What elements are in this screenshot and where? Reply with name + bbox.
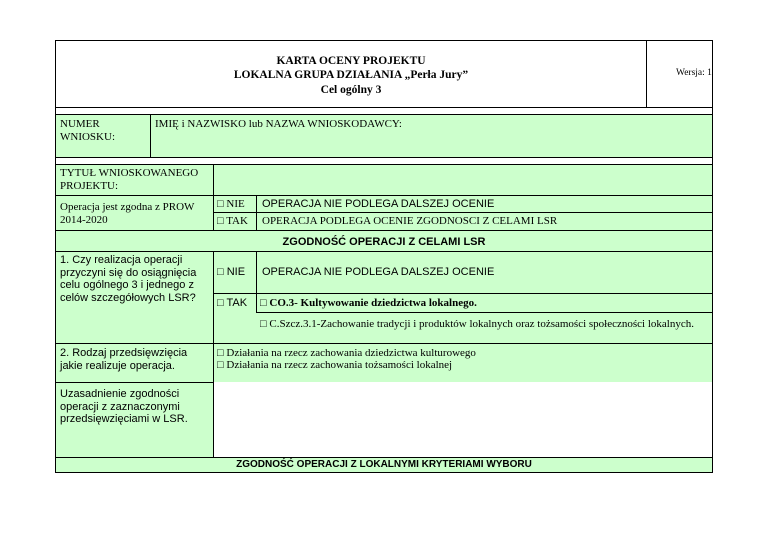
section-heading-criteria-text: ZGODNOŚĆ OPERACJI Z LOKALNYMI KRYTERIAMI WYBORU — [236, 459, 532, 470]
title-line-3: Cel ogólny 3 — [320, 83, 382, 96]
document-title — [56, 54, 646, 97]
question1-divider-2 — [256, 251, 257, 312]
prow-yes-text: OPERACJA PODLEGA OCENIE ZGODNOSCI Z CELAMI LSR — [262, 215, 558, 227]
question1-hline-2 — [256, 312, 713, 313]
title-line-1: KARTA OCENY PROJEKTU — [276, 55, 426, 67]
justification-label: Uzasadnienie zgodności operacji z zaznaczonymi przedsięwzięciami w LSR. — [60, 388, 188, 426]
question1-label: 1. Czy realizacja operacji przyczyni się do osiągnięcia celu ogólnego 3 i jednego z celów szczegółowych LSR? — [60, 254, 197, 304]
prow-divider-2 — [256, 195, 257, 231]
applicant-name-label: IMIĘ i NAZWISKO lub NAZWA WNIOSKODAWCY: — [155, 118, 402, 130]
question1-goal-checkbox[interactable]: □ CO.3- Kultywowanie dziedzictwa lokalnego. — [260, 297, 477, 309]
prow-no-checkbox[interactable]: □ NIE — [217, 198, 245, 210]
question2-option-identity[interactable]: □ Działania na rzecz zachowania tożsamości lokalnej — [217, 359, 453, 371]
question1-no-text: OPERACJA NIE PODLEGA DALSZEJ OCENIE — [262, 266, 495, 278]
question1-subgoal-checkbox[interactable]: □ C.Szcz.3.1-Zachowanie tradycji i produktów lokalnych oraz tożsamości społeczności lokalnych. — [260, 318, 694, 330]
applicant-divider — [150, 114, 151, 158]
question1-no-checkbox[interactable]: □ NIE — [217, 266, 246, 278]
prow-label: Operacja jest zgodna z PROW 2014-2020 — [60, 201, 195, 226]
application-number-label: NUMER WNIOSKU: — [60, 118, 115, 143]
title-line-2: LOKALNA GRUPA DZIAŁANIA „Perła Jury” — [233, 69, 469, 82]
question2-option-heritage[interactable]: □ Działania na rzecz zachowania dziedzictwa kulturowego — [217, 347, 476, 359]
prow-yes-checkbox[interactable]: □ TAK — [217, 215, 248, 227]
version-label: Wersja: 1 — [676, 68, 712, 78]
project-title-divider — [213, 164, 214, 196]
header-divider — [646, 40, 647, 108]
question1-divider-1 — [213, 251, 214, 344]
question1-yes-checkbox[interactable]: □ TAK — [217, 297, 248, 309]
project-title-label: TYTUŁ WNIOSKOWANEGO PROJEKTU: — [60, 167, 199, 192]
prow-no-text: OPERACJA NIE PODLEGA DALSZEJ OCENIE — [262, 198, 495, 210]
prow-hline — [213, 212, 713, 213]
justification-input-area[interactable] — [213, 382, 713, 458]
section-heading-lsr-text: ZGODNOŚĆ OPERACJI Z CELAMI LSR — [282, 236, 486, 248]
question1-hline-1 — [213, 293, 713, 294]
question2-divider — [213, 343, 214, 383]
question2-label: 2. Rodzaj przedsięwzięcia jakie realizuje operacja. — [60, 347, 188, 372]
prow-divider-1 — [213, 195, 214, 231]
